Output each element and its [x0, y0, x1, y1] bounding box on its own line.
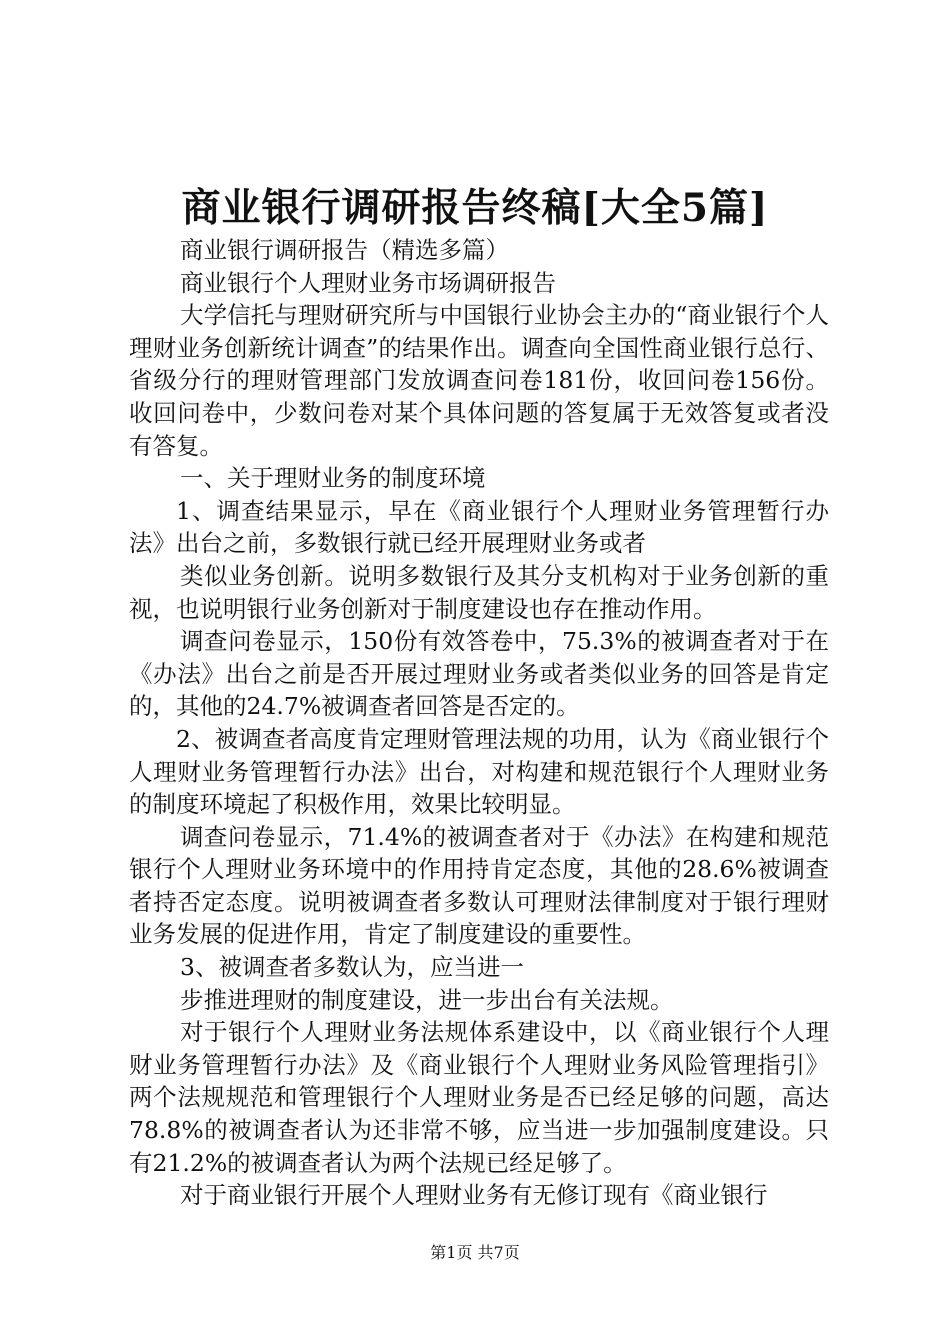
paragraph: 2、被调查者高度肯定理财管理法规的功用，认为《商业银行个人理财业务管理暂行办法》出台，对构建和规范银行个人理财业务的制度环境起了积极作用，效果比较明显。	[129, 724, 829, 819]
paragraph: 类似业务创新。说明多数银行及其分支机构对于业务创新的重视，也说明银行业务创新对于制度建设也存在推动作用。	[129, 561, 829, 623]
paragraph: 一、关于理财业务的制度环境	[180, 464, 486, 493]
document-title: 商业银行调研报告终稿[大全5篇]	[181, 185, 769, 231]
paragraph: 调查问卷显示，150份有效答卷中，75.3%的被调查者对于在《办法》出台之前是否开展过理财业务或者类似业务的回答是肯定的，其他的24.7%被调查者回答是否定的。	[129, 627, 829, 721]
paragraph: 对于银行个人理财业务法规体系建设中，以《商业银行个人理财业务管理暂行办法》及《商业银行个人理财业务风险管理指引》两个法规规范和管理银行个人理财业务是否已经足够的问题，高达78.8%的被调查者认为还非常不够，应当进一步加强制度建设。只有21.2%的被调查者认为两个法规已经足够了。	[129, 1018, 829, 1177]
paragraph: 商业银行个人理财业务市场调研报告	[180, 268, 556, 297]
paragraph: 1、调查结果显示，早在《商业银行个人理财业务管理暂行办法》出台之前，多数银行就已经开展理财业务或者	[129, 496, 829, 558]
paragraph: 调查问卷显示，71.4%的被调查者对于《办法》在构建和规范银行个人理财业务环境中的作用持肯定态度，其他的28.6%被调查者持否定态度。说明被调查者多数认可理财法律制度对于银行理财业务发展的促进作用，肯定了制度建设的重要性。	[129, 822, 829, 949]
paragraph: 对于商业银行开展个人理财业务有无修订现有《商业银行	[180, 1181, 768, 1210]
paragraph: 商业银行调研报告（精选多篇）	[180, 236, 509, 264]
paragraph: 3、被调查者多数认为，应当进一	[180, 953, 524, 982]
paragraph: 大学信托与理财研究所与中国银行业协会主办的“商业银行个人理财业务创新统计调查”的结果作出。调查向全国性商业银行总行、省级分行的理财管理部门发放调查问卷181份，收回问卷156份。收回问卷中，少数问卷对某个具体问题的答复属于无效答复或者没有答复。	[129, 301, 829, 460]
paragraph: 步推进理财的制度建设，进一步出台有关法规。	[180, 985, 674, 1014]
document-body	[129, 234, 829, 1212]
page-footer: 第1页 共7页	[430, 1243, 520, 1262]
